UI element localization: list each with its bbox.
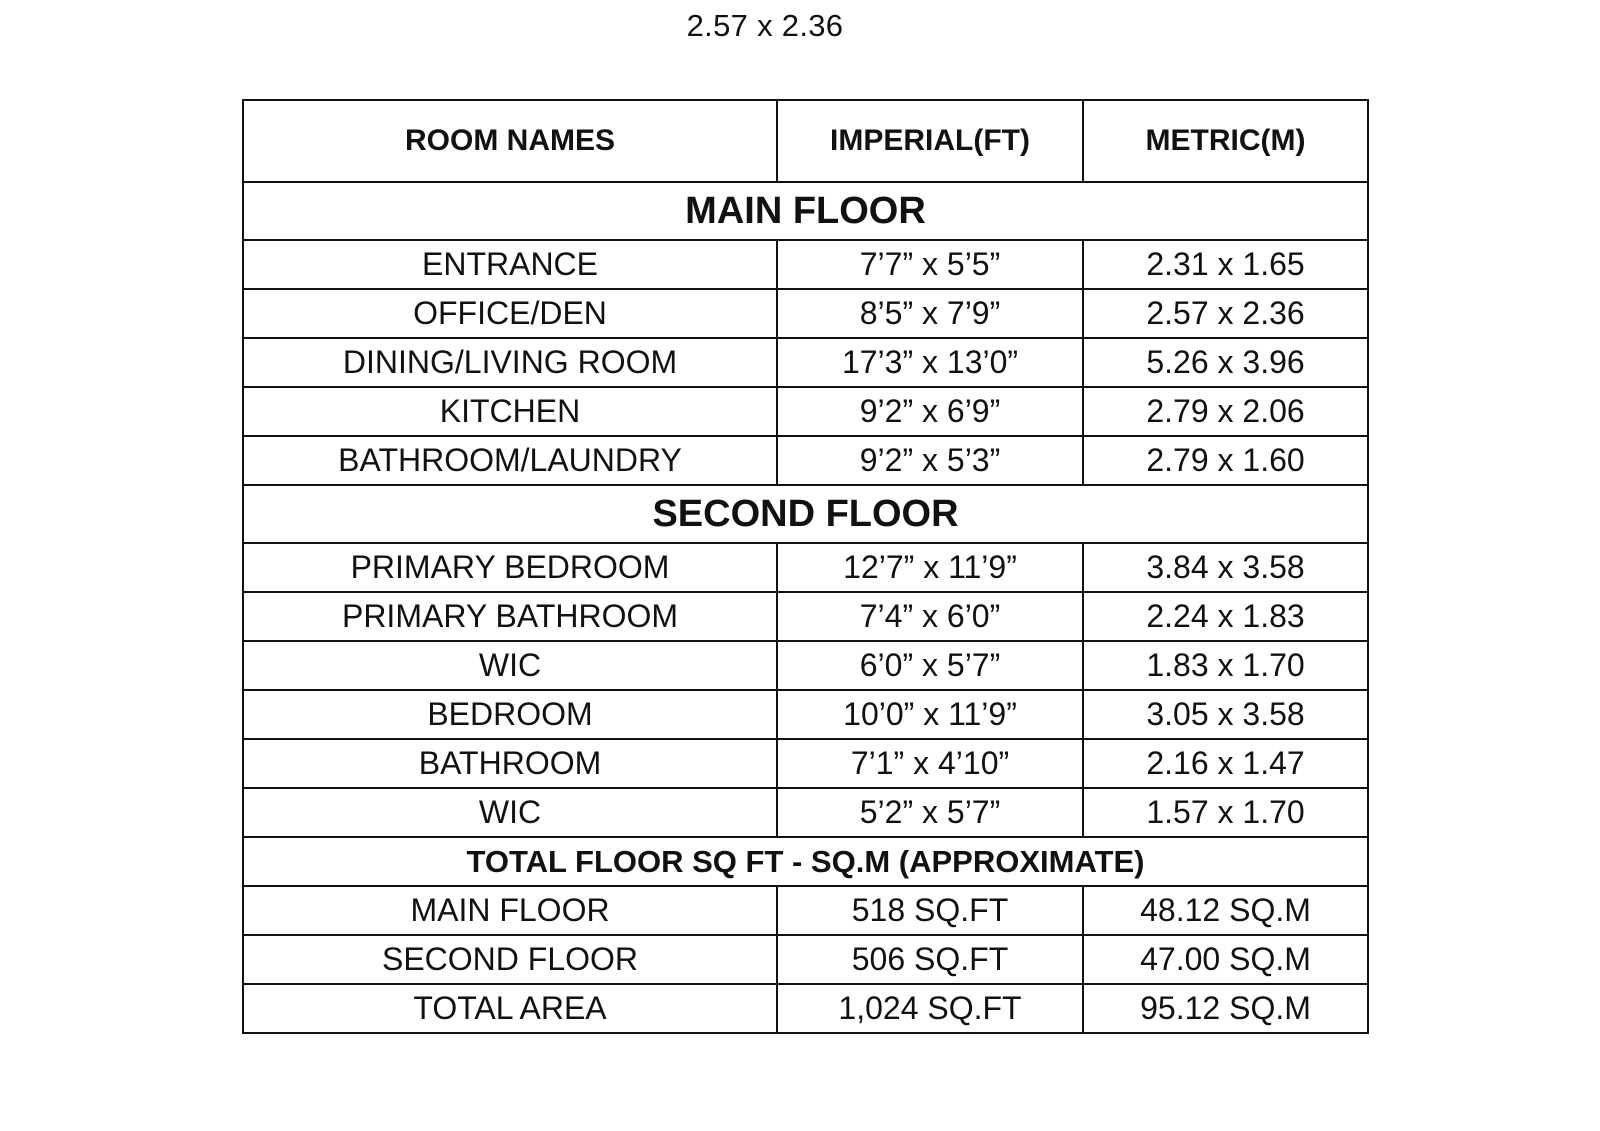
totals-title: TOTAL FLOOR SQ FT - SQ.M (APPROXIMATE) [243,837,1368,886]
metric-cell: 1.57 x 1.70 [1083,788,1368,837]
metric-cell: 3.05 x 3.58 [1083,690,1368,739]
room-name-cell: OFFICE/DEN [243,289,777,338]
table-row [243,739,1368,788]
total-imperial-cell: 518 SQ.FT [777,886,1083,935]
total-name-cell: SECOND FLOOR [243,935,777,984]
section-row-second-floor [243,485,1368,543]
metric-cell: 2.79 x 1.60 [1083,436,1368,485]
total-imperial-cell: 506 SQ.FT [777,935,1083,984]
room-name-cell: BATHROOM/LAUNDRY [243,436,777,485]
metric-cell: 2.57 x 2.36 [1083,289,1368,338]
metric-cell: 3.84 x 3.58 [1083,543,1368,592]
imperial-cell: 7’7” x 5’5” [777,240,1083,289]
second-floor-title: SECOND FLOOR [243,485,1368,543]
table-row [243,984,1368,1033]
table-row [243,543,1368,592]
table-row [243,240,1368,289]
header-row [243,100,1368,182]
table-row [243,436,1368,485]
room-name-cell: BATHROOM [243,739,777,788]
room-dimensions-table [242,99,1369,1034]
room-name-cell: PRIMARY BATHROOM [243,592,777,641]
table-row [243,592,1368,641]
metric-cell: 1.83 x 1.70 [1083,641,1368,690]
imperial-cell: 9’2” x 6’9” [777,387,1083,436]
room-name-cell: WIC [243,641,777,690]
room-names-header: ROOM NAMES [243,100,777,182]
metric-cell: 2.24 x 1.83 [1083,592,1368,641]
imperial-cell: 7’4” x 6’0” [777,592,1083,641]
total-metric-cell: 95.12 SQ.M [1083,984,1368,1033]
total-metric-cell: 47.00 SQ.M [1083,935,1368,984]
table-row [243,387,1368,436]
section-row-totals [243,837,1368,886]
room-name-cell: ENTRANCE [243,240,777,289]
imperial-header: IMPERIAL(FT) [777,100,1083,182]
imperial-cell: 5’2” x 5’7” [777,788,1083,837]
table-row [243,641,1368,690]
table-row [243,935,1368,984]
imperial-cell: 10’0” x 11’9” [777,690,1083,739]
total-imperial-cell: 1,024 SQ.FT [777,984,1083,1033]
imperial-cell: 7’1” x 4’10” [777,739,1083,788]
total-name-cell: TOTAL AREA [243,984,777,1033]
imperial-cell: 8’5” x 7’9” [777,289,1083,338]
main-floor-title: MAIN FLOOR [243,182,1368,240]
metric-header: METRIC(M) [1083,100,1368,182]
table-row [243,690,1368,739]
imperial-cell: 17’3” x 13’0” [777,338,1083,387]
table-row [243,886,1368,935]
total-metric-cell: 48.12 SQ.M [1083,886,1368,935]
table-row [243,289,1368,338]
metric-cell: 2.16 x 1.47 [1083,739,1368,788]
room-name-cell: WIC [243,788,777,837]
section-row-main-floor [243,182,1368,240]
room-name-cell: BEDROOM [243,690,777,739]
metric-cell: 2.31 x 1.65 [1083,240,1368,289]
table-row [243,338,1368,387]
imperial-cell: 9’2” x 5’3” [777,436,1083,485]
metric-cell: 2.79 x 2.06 [1083,387,1368,436]
dimension-note: 2.57 x 2.36 [686,8,844,43]
metric-cell: 5.26 x 3.96 [1083,338,1368,387]
imperial-cell: 6’0” x 5’7” [777,641,1083,690]
table-row [243,788,1368,837]
total-name-cell: MAIN FLOOR [243,886,777,935]
room-name-cell: KITCHEN [243,387,777,436]
room-name-cell: DINING/LIVING ROOM [243,338,777,387]
imperial-cell: 12’7” x 11’9” [777,543,1083,592]
room-name-cell: PRIMARY BEDROOM [243,543,777,592]
